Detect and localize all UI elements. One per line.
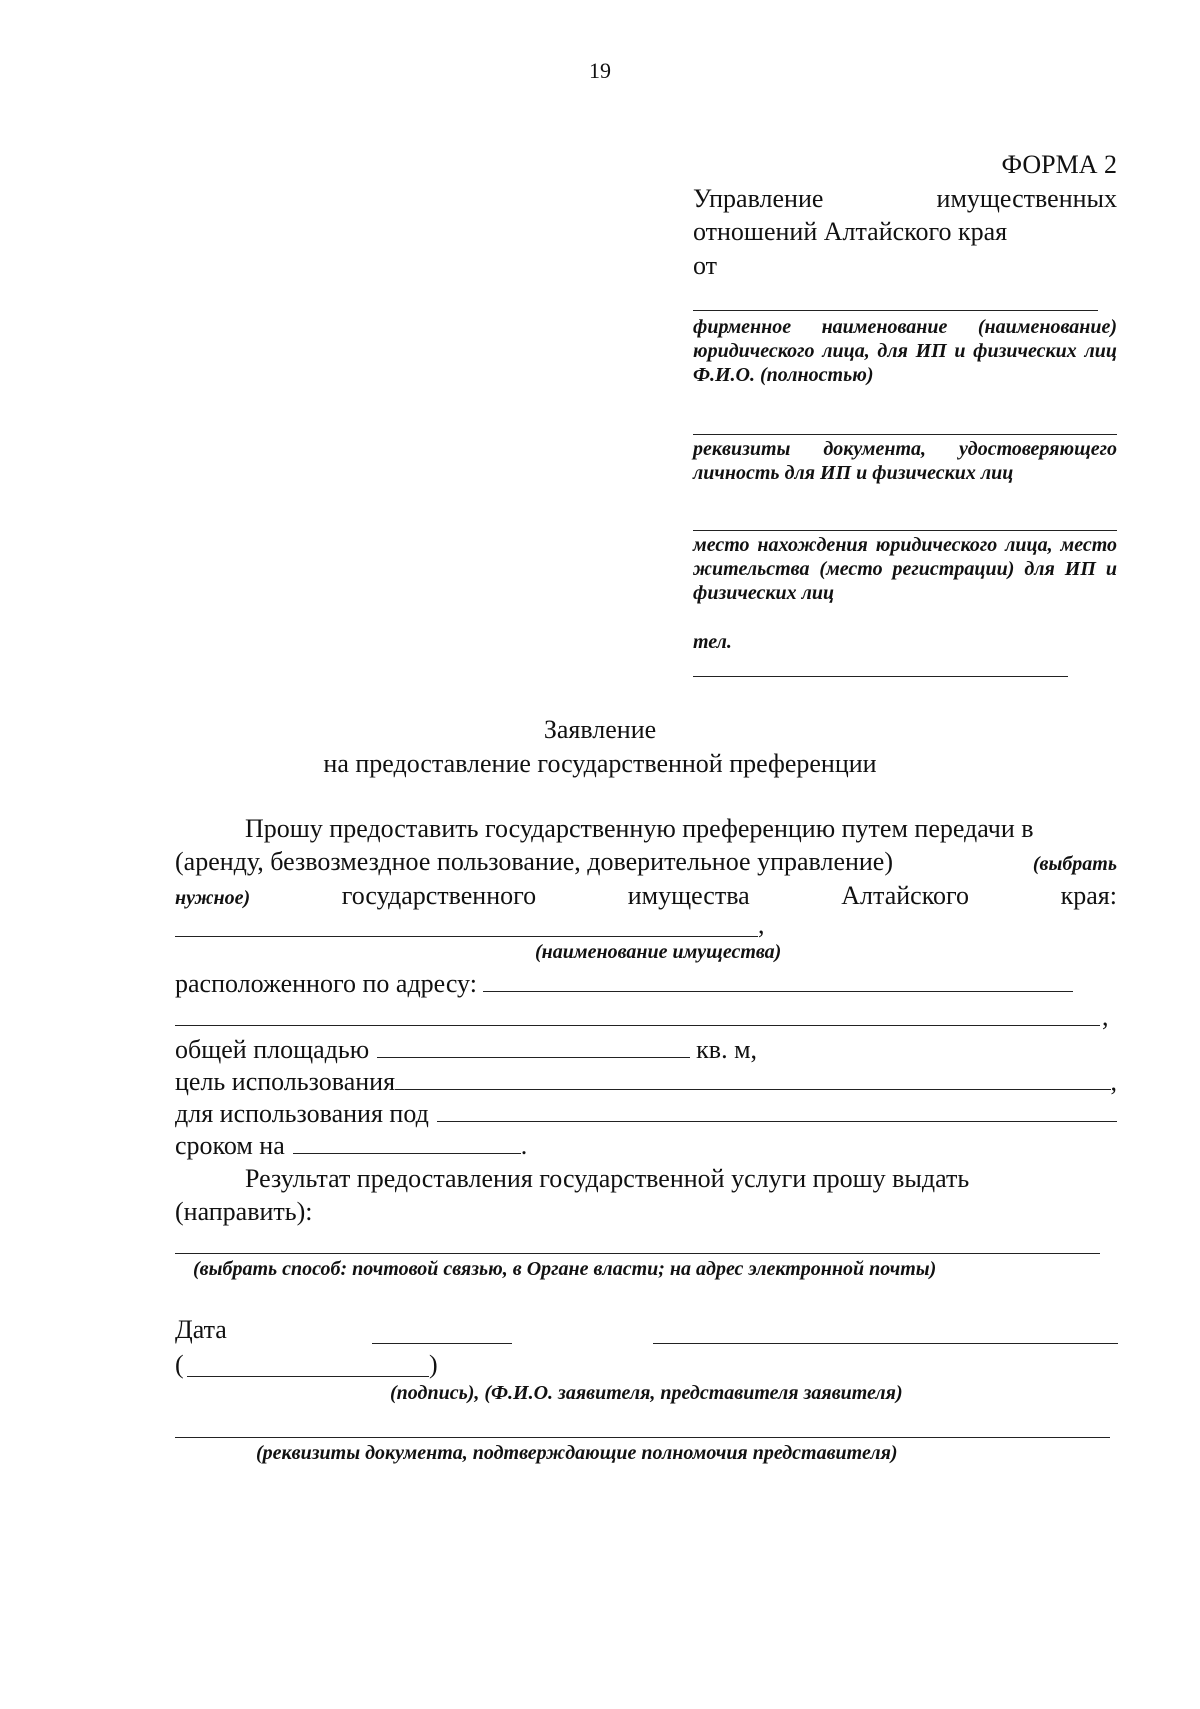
- authority-field[interactable]: [175, 1437, 1110, 1438]
- caption-location: место нахождения юридического лица, место жительства (место регистрации) для ИП и физических лиц: [693, 534, 1117, 604]
- term-label: сроком на: [175, 1131, 285, 1160]
- caption-document: реквизиты документа, удостоверяющего личность для ИП и физических лиц: [693, 438, 1117, 484]
- use-label: для использования под: [175, 1099, 429, 1128]
- property-name-field[interactable]: [175, 936, 758, 937]
- para1-line3-word-4: края:: [1060, 881, 1117, 910]
- authority-caption: (реквизиты документа, подтверждающие полномочия представителя): [256, 1442, 898, 1464]
- para1-line3-word-1: государственного: [341, 881, 537, 910]
- address-line: [175, 968, 1117, 1000]
- document-field[interactable]: [693, 434, 1117, 435]
- para1-line3-note: нужное): [175, 887, 251, 909]
- document-subtitle: на предоставление государственной преференции: [323, 749, 877, 778]
- document-title: Заявление: [543, 715, 657, 744]
- result-line-1: Результат предоставления государственной услуги прошу выдать: [245, 1164, 970, 1193]
- applicant-name-field[interactable]: [693, 310, 1098, 311]
- purpose-comma: ,: [1110, 1067, 1117, 1096]
- location-field[interactable]: [693, 530, 1117, 531]
- term-line: [175, 1130, 1117, 1162]
- signature-paren-close: ): [429, 1350, 438, 1379]
- caption-phone: тел.: [693, 631, 732, 653]
- date-label: Дата: [175, 1315, 227, 1344]
- page-number: 19: [589, 58, 611, 83]
- area-unit: кв. м,: [696, 1035, 758, 1064]
- property-comma: ,: [758, 910, 765, 939]
- purpose-label: цель использования: [175, 1067, 396, 1096]
- caption-applicant-name: фирменное наименование (наименование) юридического лица, для ИП и физических лиц Ф.И.О. (полностью): [693, 316, 1117, 386]
- signature-caption: (подпись), (Ф.И.О. заявителя, представителя заявителя): [390, 1382, 903, 1404]
- addressee-line-2: отношений Алтайского края: [693, 217, 1008, 246]
- fio-field[interactable]: [653, 1343, 1118, 1344]
- term-period: .: [520, 1131, 528, 1160]
- delivery-field[interactable]: [175, 1253, 1100, 1254]
- para1-line3-word-2: имущества: [627, 881, 750, 910]
- purpose-line: [175, 1066, 1117, 1098]
- property-caption: (наименование имущества): [535, 941, 782, 963]
- para1-line2-note: (выбрать: [1032, 853, 1117, 875]
- term-field[interactable]: [293, 1133, 521, 1154]
- phone-field[interactable]: [693, 676, 1068, 677]
- para1-line1: Прошу предоставить государственную преференцию путем передачи в: [245, 814, 1034, 843]
- addressee-word-imush: имущественных: [936, 184, 1117, 213]
- area-field[interactable]: [377, 1037, 690, 1058]
- address-comma: ,: [1102, 1002, 1109, 1031]
- signature-paren-open: (: [175, 1350, 184, 1379]
- signature-field[interactable]: [187, 1376, 429, 1377]
- area-line: [175, 1034, 1117, 1066]
- form-label: ФОРМА 2: [1001, 150, 1117, 179]
- addressee-from: от: [693, 251, 718, 280]
- addressee-line-1: [693, 183, 1117, 215]
- address-field-2[interactable]: [175, 1025, 1100, 1026]
- delivery-caption: (выбрать способ: почтовой связью, в Органе власти; на адрес электронной почты): [193, 1258, 937, 1280]
- address-field[interactable]: [483, 971, 1073, 992]
- para1-line3: [175, 880, 1117, 914]
- para1-line3-word-3: Алтайского: [841, 881, 970, 910]
- address-label: расположенного по адресу:: [175, 969, 477, 998]
- purpose-field[interactable]: [395, 1069, 1110, 1090]
- para1-line2: [175, 846, 1117, 880]
- area-label: общей площадью: [175, 1035, 370, 1064]
- use-field[interactable]: [437, 1101, 1117, 1122]
- use-line: [175, 1098, 1117, 1130]
- para1-line2-text: (аренду, безвозмездное пользование, доверительное управление): [175, 847, 894, 876]
- result-line-2: (направить):: [175, 1197, 313, 1226]
- date-field[interactable]: [372, 1343, 512, 1344]
- addressee-word-upravlenie: Управление: [693, 184, 824, 213]
